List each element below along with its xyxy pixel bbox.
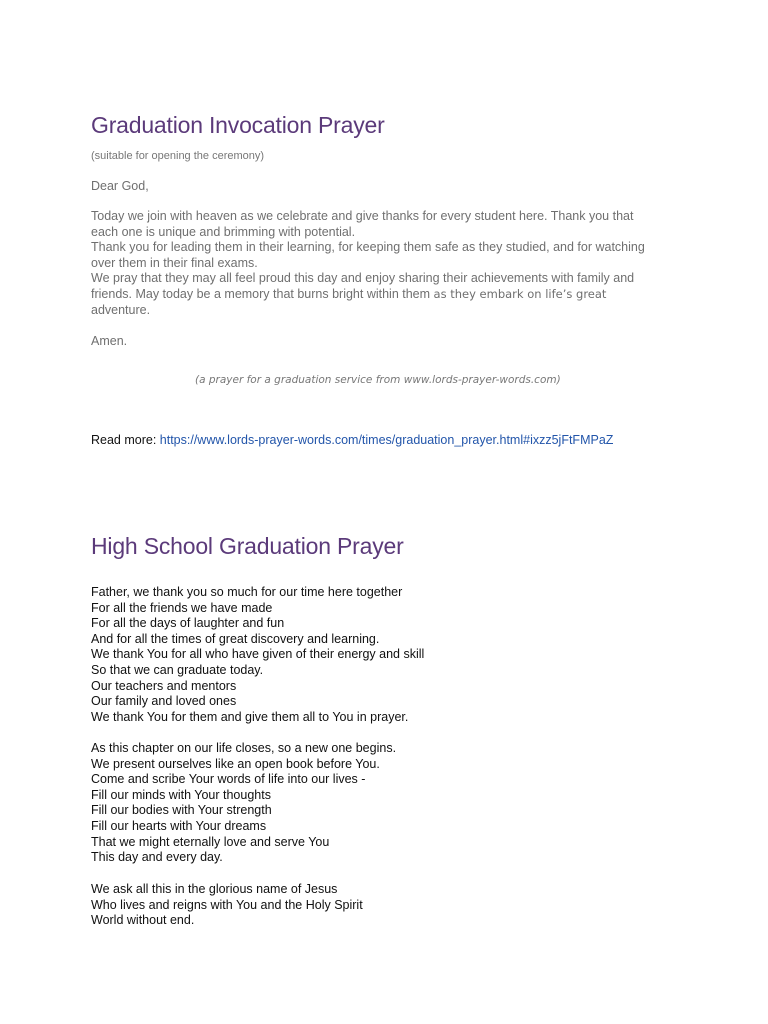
closing-amen: Amen. bbox=[91, 334, 128, 348]
section2-title: High School Graduation Prayer bbox=[91, 533, 404, 559]
prayer-line: Who lives and reigns with You and the Holy Spirit bbox=[91, 897, 363, 912]
prayer-line: So that we can graduate today. bbox=[91, 662, 264, 677]
salutation: Dear God, bbox=[91, 179, 149, 193]
body-line: Today we join with heaven as we celebrate and give thanks for every student here. Thank you that bbox=[91, 209, 634, 223]
body-line: We pray that they may all feel proud this day and enjoy sharing their achievements with family and bbox=[91, 271, 635, 286]
prayer-line: Fill our minds with Your thoughts bbox=[91, 787, 271, 802]
prayer-line: Fill our bodies with Your strength bbox=[91, 803, 272, 818]
section1-title: Graduation Invocation Prayer bbox=[91, 112, 385, 138]
prayer-line: We thank You for all who have given of their energy and skill bbox=[91, 647, 425, 662]
prayer-line: Fill our hearts with Your dreams bbox=[91, 818, 267, 833]
section1-subtitle: (suitable for opening the ceremony) bbox=[91, 150, 265, 162]
prayer-line: And for all the times of great discovery and learning. bbox=[91, 631, 380, 646]
prayer-line: That we might eternally love and serve You bbox=[91, 834, 330, 849]
prayer-line: We ask all this in the glorious name of Jesus bbox=[91, 882, 338, 896]
prayer-line: We thank You for them and give them all to You in prayer. bbox=[91, 709, 409, 724]
body-line: each one is unique and brimming with potential. bbox=[91, 224, 356, 239]
body-line-start: friends. May today be a memory that burns bright within them bbox=[91, 286, 434, 301]
prayer-line: For all the days of laughter and fun bbox=[91, 616, 285, 631]
body-line: Thank you for leading them in their learning, for keeping them safe as they studied, and for watching bbox=[91, 240, 645, 255]
prayer-stanza-2 bbox=[91, 741, 396, 866]
prayer-line: Our family and loved ones bbox=[91, 694, 237, 709]
read-more-link[interactable]: https://www.lords-prayer-words.com/times/graduation_prayer.html#ixzz5jFtFMPaZ bbox=[159, 433, 614, 447]
body-line: over them in their final exams. bbox=[91, 255, 258, 270]
read-more bbox=[91, 433, 613, 447]
body-line bbox=[91, 287, 645, 303]
attribution-note: (a prayer for a graduation service from www.lords-prayer-words.com) bbox=[195, 374, 561, 386]
prayer-stanza-3 bbox=[91, 882, 363, 929]
prayer-line: Our teachers and mentors bbox=[91, 678, 237, 693]
prayer-stanza-1 bbox=[91, 585, 424, 725]
prayer-line: For all the friends we have made bbox=[91, 600, 273, 615]
body-line: adventure. bbox=[91, 302, 151, 317]
prayer-line: Father, we thank you so much for our time here together bbox=[91, 585, 403, 599]
body-line-tail: as they embark on life’s great bbox=[433, 286, 607, 301]
read-more-label: Read more: bbox=[91, 433, 160, 447]
invocation-body bbox=[91, 209, 645, 318]
prayer-line: This day and every day. bbox=[91, 850, 223, 865]
prayer-line: We present ourselves like an open book before You. bbox=[91, 756, 380, 771]
prayer-line: Come and scribe Your words of life into our lives - bbox=[91, 772, 366, 787]
prayer-line: World without end. bbox=[91, 913, 195, 928]
prayer-line: As this chapter on our life closes, so a new one begins. bbox=[91, 741, 397, 755]
